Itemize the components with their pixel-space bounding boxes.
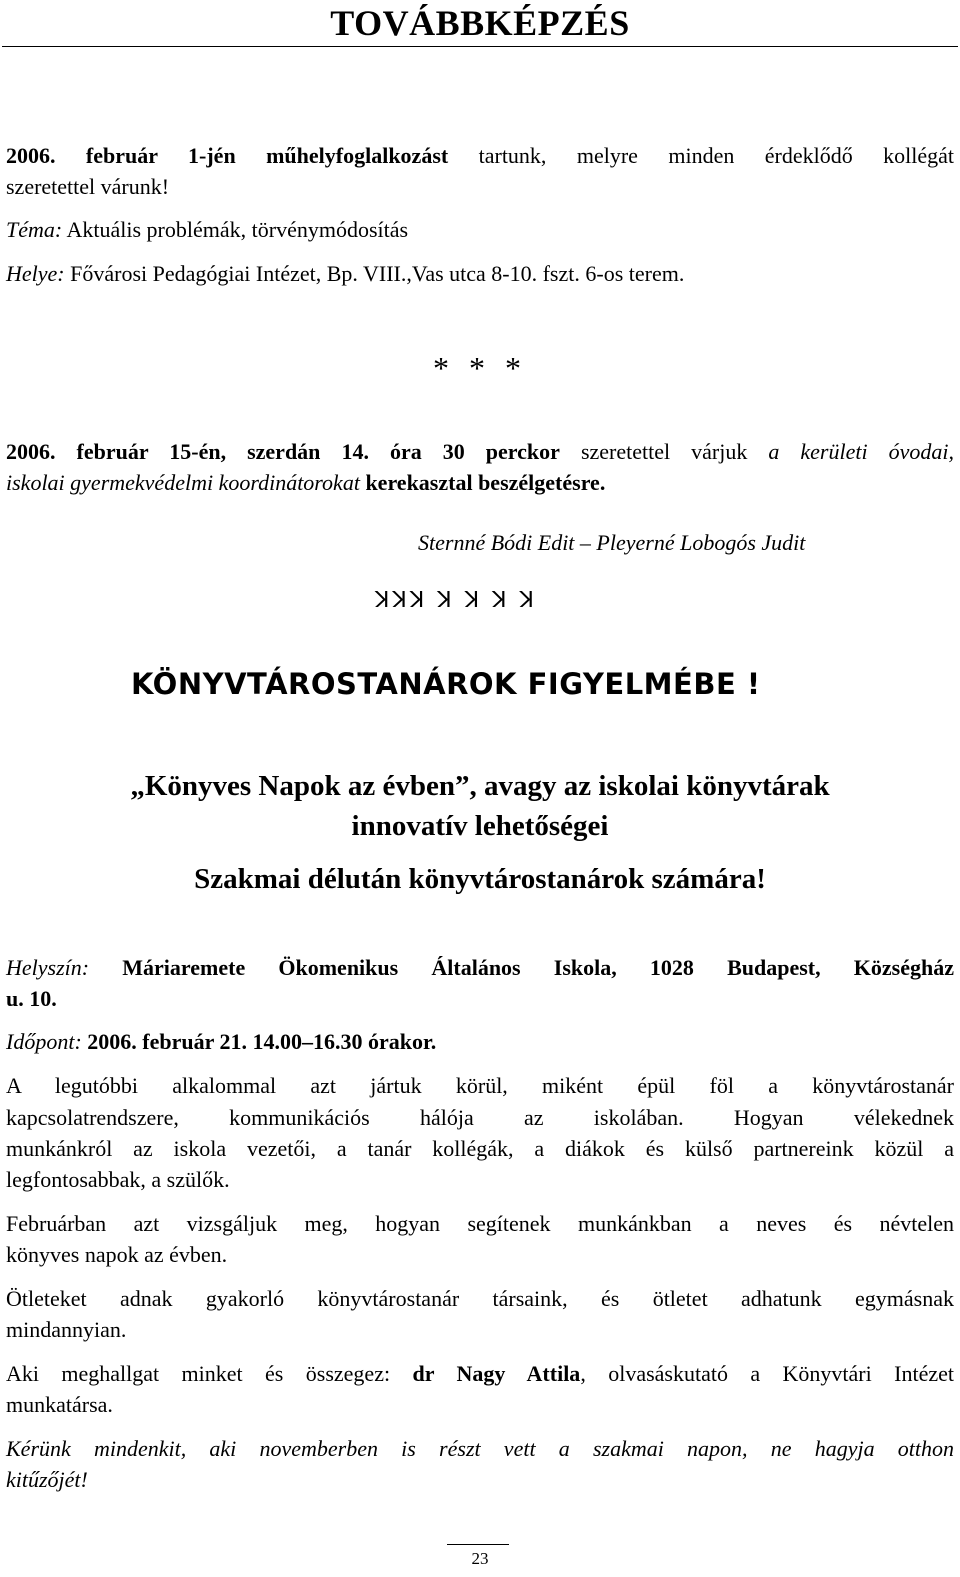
time-label: Időpont: [6,1029,82,1054]
venue-value1: Máriaremete Ökomenikus Általános Iskola, 1028 Budapest, Községház [89,955,954,980]
announcement2-italic2: iskolai gyermekvédelmi koordinátorokat [6,470,360,495]
announcement1-place [6,258,954,289]
para5-text1: Kérünk mindenkit, aki novemberben is részt vett a szakmai napon, ne hagyja otthon [6,1436,954,1461]
para5-line2 [6,1464,954,1495]
speaker-name: dr Nagy Attila [412,1361,581,1386]
footer-divider [447,1544,509,1545]
announcement2-line1 [6,436,954,467]
para3-line1: Ötleteket adnak gyakorló könyvtárostanár társaink, és ötletet adhatunk egymásnak [6,1286,954,1311]
venue-label: Helyszín: [6,955,90,980]
announcement2-date: 2006. február 15-én, szerdán 14. óra 30 perckor [6,439,560,464]
announcement1-text2: szeretettel várunk! [6,174,170,199]
place-label: Helye: [6,261,65,286]
announcement2-italic1: a kerületi óvodai, [768,439,954,464]
para2-line1: Februárban azt vizsgáljuk meg, hogyan segítenek munkánkban a neves és névtelen [6,1211,954,1236]
para4-post: , olvasáskutató a Könyvtári Intézet [580,1361,954,1386]
place-value: Fővárosi Pedagógiai Intézet, Bp. VIII.,Vas utca 8-10. fszt. 6-os terem. [64,261,685,286]
venue-value2: u. 10. [6,986,57,1011]
announcement2-bold-end: kerekasztal beszélgetésre. [359,470,606,495]
ornament-divider: ꓘꓘꓘ ꓘ ꓘ ꓘ ꓘ [375,588,537,613]
time-line [6,1026,954,1057]
para1-line2: kapcsolatrendszere, kommunikációs hálója az iskolában. Hogyan vélekednek [6,1105,954,1130]
event-title-line1: „Könyves Napok az évben”, avagy az iskolai könyvtárak [130,770,830,802]
section-heading: KÖNYVTÁROSTANÁROK FIGYELMÉBE ! [131,667,761,701]
separator-stars: * * * [433,350,527,386]
para5-line1 [6,1433,954,1464]
para5-text2: kitűzőjét! [6,1467,88,1492]
page-number: 23 [471,1549,489,1568]
para1-line4: legfontosabbak, a szülők. [6,1167,230,1192]
page-title: TOVÁBBKÉPZÉS [330,3,630,43]
topic-value: Aktuális problémák, törvénymódosítás [62,217,409,242]
para4-pre: Aki meghallgat minket és összegez: [6,1361,413,1386]
signature: Sternné Bódi Edit – Pleyerné Lobogós Judit [418,530,806,555]
venue-line2 [6,983,954,1014]
para1-line1: A legutóbbi alkalommal azt jártuk körül, miként épül föl a könyvtárostanár [6,1073,954,1098]
header-divider [2,46,958,47]
announcement1-text1: tartunk, melyre minden érdeklődő kollégát [448,143,954,168]
para4-line1 [6,1358,954,1389]
para3-line2: mindannyian. [6,1317,127,1342]
venue-line1 [6,952,954,983]
announcement1-line1 [6,140,954,171]
announcement2-text1: szeretettel várjuk [559,439,769,464]
event-title-line2: innovatív lehetőségei [351,810,609,842]
event-subtitle: Szakmai délután könyvtárostanárok számára! [194,863,766,895]
para2-line2: könyves napok az évben. [6,1242,228,1267]
time-value: 2006. február 21. 14.00–16.30 órakor. [81,1029,437,1054]
announcement2-line2 [6,467,954,498]
para1-line3: munkánkról az iskola vezetői, a tanár kollégák, a diákok és külső partnereink közül a [6,1136,954,1161]
announcement1-topic [6,214,954,245]
announcement1-date: 2006. február 1-jén műhelyfoglalkozást [6,143,449,168]
topic-label: Téma: [6,217,63,242]
para4-line2: munkatársa. [6,1392,113,1417]
